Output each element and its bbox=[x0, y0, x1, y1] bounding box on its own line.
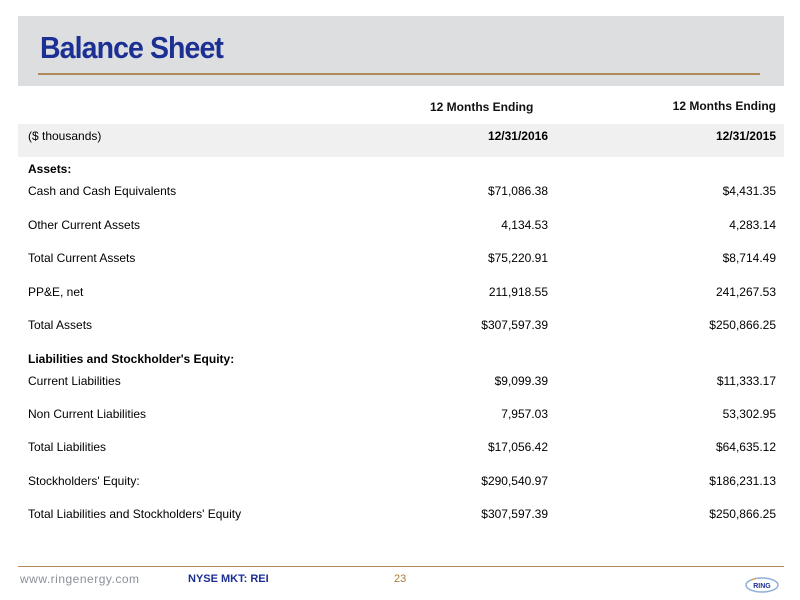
table-row bbox=[0, 474, 800, 492]
table-row bbox=[0, 440, 800, 458]
row-value-2016: $307,597.39 bbox=[481, 318, 548, 332]
table-row bbox=[0, 184, 800, 202]
row-label: Total Liabilities bbox=[28, 440, 107, 454]
units-label: ($ thousands) bbox=[28, 129, 102, 143]
table-row bbox=[0, 285, 800, 303]
row-value-2016: $307,597.39 bbox=[481, 507, 548, 521]
row-value-2015: $64,635.12 bbox=[715, 440, 776, 454]
row-value-2015: $186,231.13 bbox=[709, 474, 776, 488]
row-value-2015: 241,267.53 bbox=[715, 285, 776, 299]
row-value-2015: $250,866.25 bbox=[709, 507, 776, 521]
row-value-2016: $17,056.42 bbox=[487, 440, 548, 454]
row-value-2015: $250,866.25 bbox=[709, 318, 776, 332]
row-value-2016: $71,086.38 bbox=[487, 184, 548, 198]
page-title: Balance Sheet bbox=[40, 30, 224, 65]
row-value-2015: $4,431.35 bbox=[722, 184, 776, 198]
row-value-2016: 7,957.03 bbox=[501, 407, 548, 421]
page-number: 23 bbox=[394, 573, 407, 585]
table-row bbox=[0, 318, 800, 336]
table-row bbox=[0, 251, 800, 269]
row-value-2016: 4,134.53 bbox=[501, 218, 548, 232]
footer-ticker: NYSE MKT: REI bbox=[188, 573, 269, 585]
row-label: Other Current Assets bbox=[28, 218, 141, 232]
title-underline bbox=[38, 73, 760, 75]
column-header-2015: 12 Months Ending bbox=[672, 99, 776, 113]
row-label: PP&E, net bbox=[28, 285, 84, 299]
column-header-2016: 12 Months Ending bbox=[430, 100, 534, 114]
row-label: Non Current Liabilities bbox=[28, 407, 147, 421]
row-label: Stockholders' Equity: bbox=[28, 474, 140, 488]
row-label: Total Liabilities and Stockholders' Equity bbox=[28, 507, 242, 521]
date-2016: 12/31/2016 bbox=[487, 129, 548, 143]
row-value-2016: $9,099.39 bbox=[494, 374, 548, 388]
logo-text: RING bbox=[753, 583, 771, 590]
section-liabilities: Liabilities and Stockholder's Equity: bbox=[28, 352, 235, 366]
footer-website-link[interactable]: www.ringenergy.com bbox=[20, 572, 140, 586]
row-value-2015: $8,714.49 bbox=[722, 251, 776, 265]
table-row bbox=[0, 507, 800, 525]
ring-energy-logo-icon bbox=[744, 574, 780, 596]
date-2015: 12/31/2015 bbox=[715, 129, 776, 143]
row-label: Cash and Cash Equivalents bbox=[28, 184, 177, 198]
footer-divider bbox=[18, 566, 784, 567]
row-value-2015: $11,333.17 bbox=[716, 374, 776, 388]
row-label: Current Liabilities bbox=[28, 374, 121, 388]
row-value-2015: 53,302.95 bbox=[722, 407, 776, 421]
row-label: Total Assets bbox=[28, 318, 93, 332]
row-value-2016: $290,540.97 bbox=[481, 474, 548, 488]
table-row bbox=[0, 218, 800, 236]
date-header-band bbox=[18, 124, 784, 157]
row-label: Total Current Assets bbox=[28, 251, 136, 265]
row-value-2016: 211,918.55 bbox=[488, 285, 548, 299]
table-row bbox=[0, 407, 800, 425]
section-assets: Assets: bbox=[28, 162, 72, 176]
row-value-2015: 4,283.14 bbox=[729, 218, 776, 232]
row-value-2016: $75,220.91 bbox=[487, 251, 548, 265]
table-row bbox=[0, 374, 800, 392]
